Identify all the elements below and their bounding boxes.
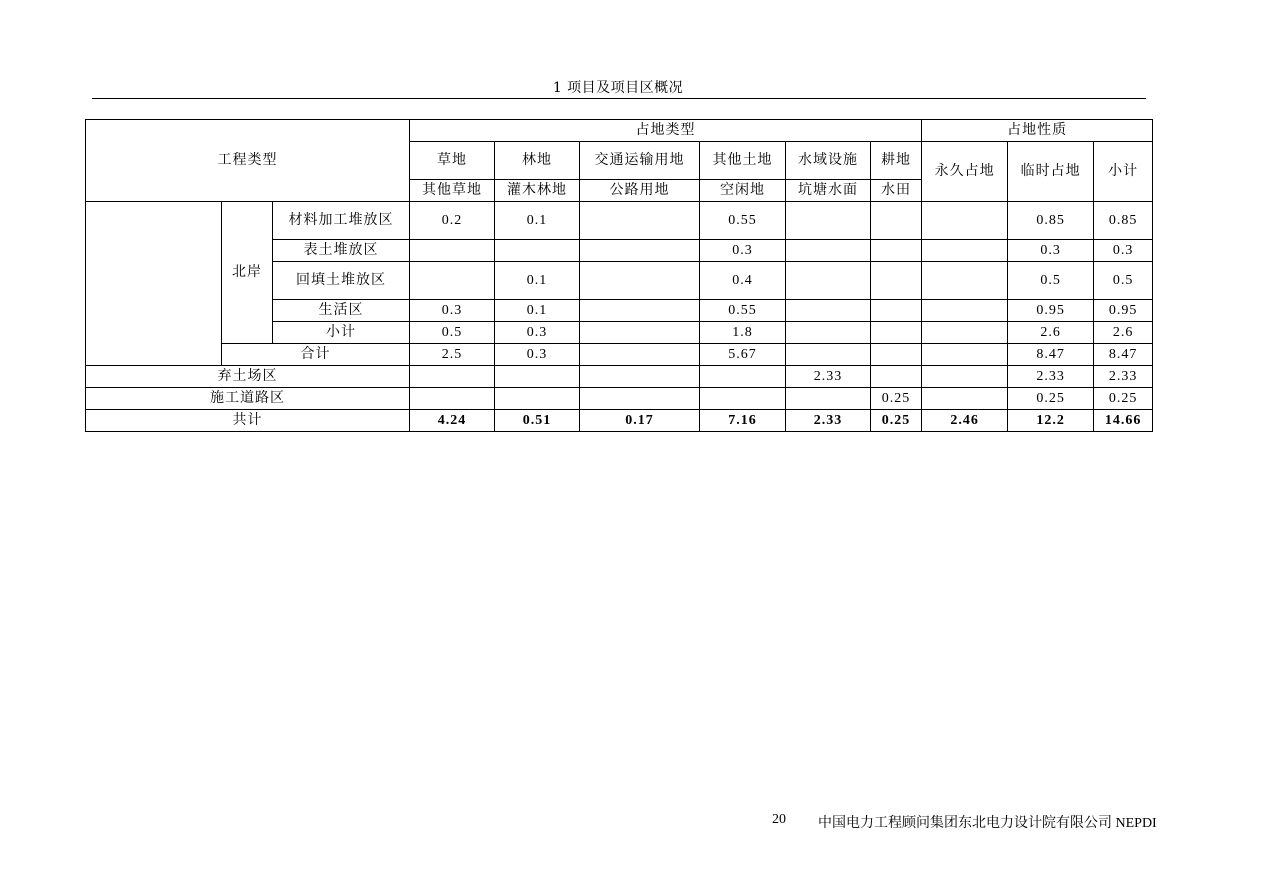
- cell-forest: 0.1: [495, 202, 580, 240]
- total-row: [86, 410, 1153, 432]
- cell-farm: [871, 344, 922, 366]
- land-type-main: 林地: [495, 142, 580, 180]
- cell-subtotal: 14.66: [1094, 410, 1153, 432]
- cell-traffic: [580, 300, 700, 322]
- land-nature-header: 占地性质: [922, 120, 1153, 142]
- cell-temporary: 2.33: [1008, 366, 1094, 388]
- table-row: [86, 366, 1153, 388]
- cell-grass: [410, 262, 495, 300]
- cell-forest: [495, 240, 580, 262]
- cell-other: [700, 366, 786, 388]
- cell-farm: [871, 202, 922, 240]
- cell-permanent: [922, 262, 1008, 300]
- cell-subtotal: 0.85: [1094, 202, 1153, 240]
- cell-forest: 0.3: [495, 344, 580, 366]
- cell-grass: 0.3: [410, 300, 495, 322]
- row-name: 表土堆放区: [273, 240, 410, 262]
- cell-temporary: 0.95: [1008, 300, 1094, 322]
- cell-water: 2.33: [786, 410, 871, 432]
- cell-other: 0.3: [700, 240, 786, 262]
- cell-farm: 0.25: [871, 388, 922, 410]
- cell-traffic: [580, 344, 700, 366]
- land-type-main: 耕地: [871, 142, 922, 180]
- cell-temporary: 0.25: [1008, 388, 1094, 410]
- cell-temporary: 0.85: [1008, 202, 1094, 240]
- land-type-sub: 公路用地: [580, 180, 700, 202]
- cell-traffic: [580, 240, 700, 262]
- row-name: 弃土场区: [86, 366, 410, 388]
- cell-traffic: [580, 262, 700, 300]
- cell-other: 0.4: [700, 262, 786, 300]
- cell-water: [786, 202, 871, 240]
- land-type-sub: 坑塘水面: [786, 180, 871, 202]
- land-type-sub: 灌木林地: [495, 180, 580, 202]
- cell-traffic: [580, 366, 700, 388]
- cell-grass: 0.2: [410, 202, 495, 240]
- cell-other: [700, 388, 786, 410]
- cell-water: [786, 262, 871, 300]
- land-type-main: 草地: [410, 142, 495, 180]
- cell-permanent: [922, 344, 1008, 366]
- land-type-main: 水域设施: [786, 142, 871, 180]
- cell-water: 2.33: [786, 366, 871, 388]
- cell-forest: 0.1: [495, 300, 580, 322]
- cell-traffic: 0.17: [580, 410, 700, 432]
- row-name: 共计: [86, 410, 410, 432]
- cell-temporary: 0.5: [1008, 262, 1094, 300]
- table-row: [86, 344, 1153, 366]
- project-type-header: 工程类型: [86, 120, 410, 202]
- blank-indent-cell: [86, 202, 222, 366]
- land-occupation-table: [85, 119, 1153, 432]
- cell-traffic: [580, 388, 700, 410]
- cell-traffic: [580, 322, 700, 344]
- cell-other: 5.67: [700, 344, 786, 366]
- cell-farm: [871, 262, 922, 300]
- cell-permanent: 2.46: [922, 410, 1008, 432]
- cell-permanent: [922, 366, 1008, 388]
- cell-forest: [495, 388, 580, 410]
- cell-subtotal: 0.3: [1094, 240, 1153, 262]
- cell-grass: [410, 240, 495, 262]
- cell-permanent: [922, 202, 1008, 240]
- cell-temporary: 8.47: [1008, 344, 1094, 366]
- nature-col-header: 小计: [1094, 142, 1153, 202]
- cell-subtotal: 0.95: [1094, 300, 1153, 322]
- header-divider: [92, 98, 1146, 99]
- cell-water: [786, 240, 871, 262]
- cell-grass: 0.5: [410, 322, 495, 344]
- cell-other: 7.16: [700, 410, 786, 432]
- land-type-sub: 空闲地: [700, 180, 786, 202]
- cell-forest: 0.3: [495, 322, 580, 344]
- header-row-1: [86, 120, 1153, 142]
- row-name: 合计: [222, 344, 410, 366]
- cell-water: [786, 300, 871, 322]
- cell-water: [786, 322, 871, 344]
- cell-other: 0.55: [700, 202, 786, 240]
- cell-permanent: [922, 388, 1008, 410]
- land-type-sub: 水田: [871, 180, 922, 202]
- cell-subtotal: 8.47: [1094, 344, 1153, 366]
- cell-forest: [495, 366, 580, 388]
- north-bank-label: 北岸: [222, 202, 273, 344]
- cell-permanent: [922, 240, 1008, 262]
- cell-grass: [410, 366, 495, 388]
- row-name: 小计: [273, 322, 410, 344]
- cell-temporary: 0.3: [1008, 240, 1094, 262]
- land-type-sub: 其他草地: [410, 180, 495, 202]
- cell-subtotal: 2.33: [1094, 366, 1153, 388]
- cell-water: [786, 388, 871, 410]
- cell-other: 1.8: [700, 322, 786, 344]
- cell-farm: [871, 300, 922, 322]
- cell-forest: 0.1: [495, 262, 580, 300]
- cell-farm: [871, 366, 922, 388]
- nature-col-header: 临时占地: [1008, 142, 1094, 202]
- row-name: 施工道路区: [86, 388, 410, 410]
- table-row: [86, 202, 1153, 240]
- row-name: 材料加工堆放区: [273, 202, 410, 240]
- table-row: [86, 388, 1153, 410]
- land-type-main: 交通运输用地: [580, 142, 700, 180]
- cell-subtotal: 0.25: [1094, 388, 1153, 410]
- cell-temporary: 2.6: [1008, 322, 1094, 344]
- cell-farm: [871, 240, 922, 262]
- cell-grass: [410, 388, 495, 410]
- cell-grass: 2.5: [410, 344, 495, 366]
- cell-other: 0.55: [700, 300, 786, 322]
- cell-farm: [871, 322, 922, 344]
- cell-temporary: 12.2: [1008, 410, 1094, 432]
- cell-water: [786, 344, 871, 366]
- organization-name: 中国电力工程顾问集团东北电力设计院有限公司 NEPDI: [818, 816, 1157, 831]
- cell-forest: 0.51: [495, 410, 580, 432]
- land-type-header: 占地类型: [410, 120, 922, 142]
- page-header-title: 1 项目及项目区概况: [552, 80, 684, 96]
- cell-permanent: [922, 300, 1008, 322]
- cell-traffic: [580, 202, 700, 240]
- land-type-main: 其他土地: [700, 142, 786, 180]
- cell-grass: 4.24: [410, 410, 495, 432]
- cell-subtotal: 0.5: [1094, 262, 1153, 300]
- cell-subtotal: 2.6: [1094, 322, 1153, 344]
- page-number: 20: [772, 812, 786, 827]
- cell-permanent: [922, 322, 1008, 344]
- cell-farm: 0.25: [871, 410, 922, 432]
- row-name: 回填土堆放区: [273, 262, 410, 300]
- nature-col-header: 永久占地: [922, 142, 1008, 202]
- row-name: 生活区: [273, 300, 410, 322]
